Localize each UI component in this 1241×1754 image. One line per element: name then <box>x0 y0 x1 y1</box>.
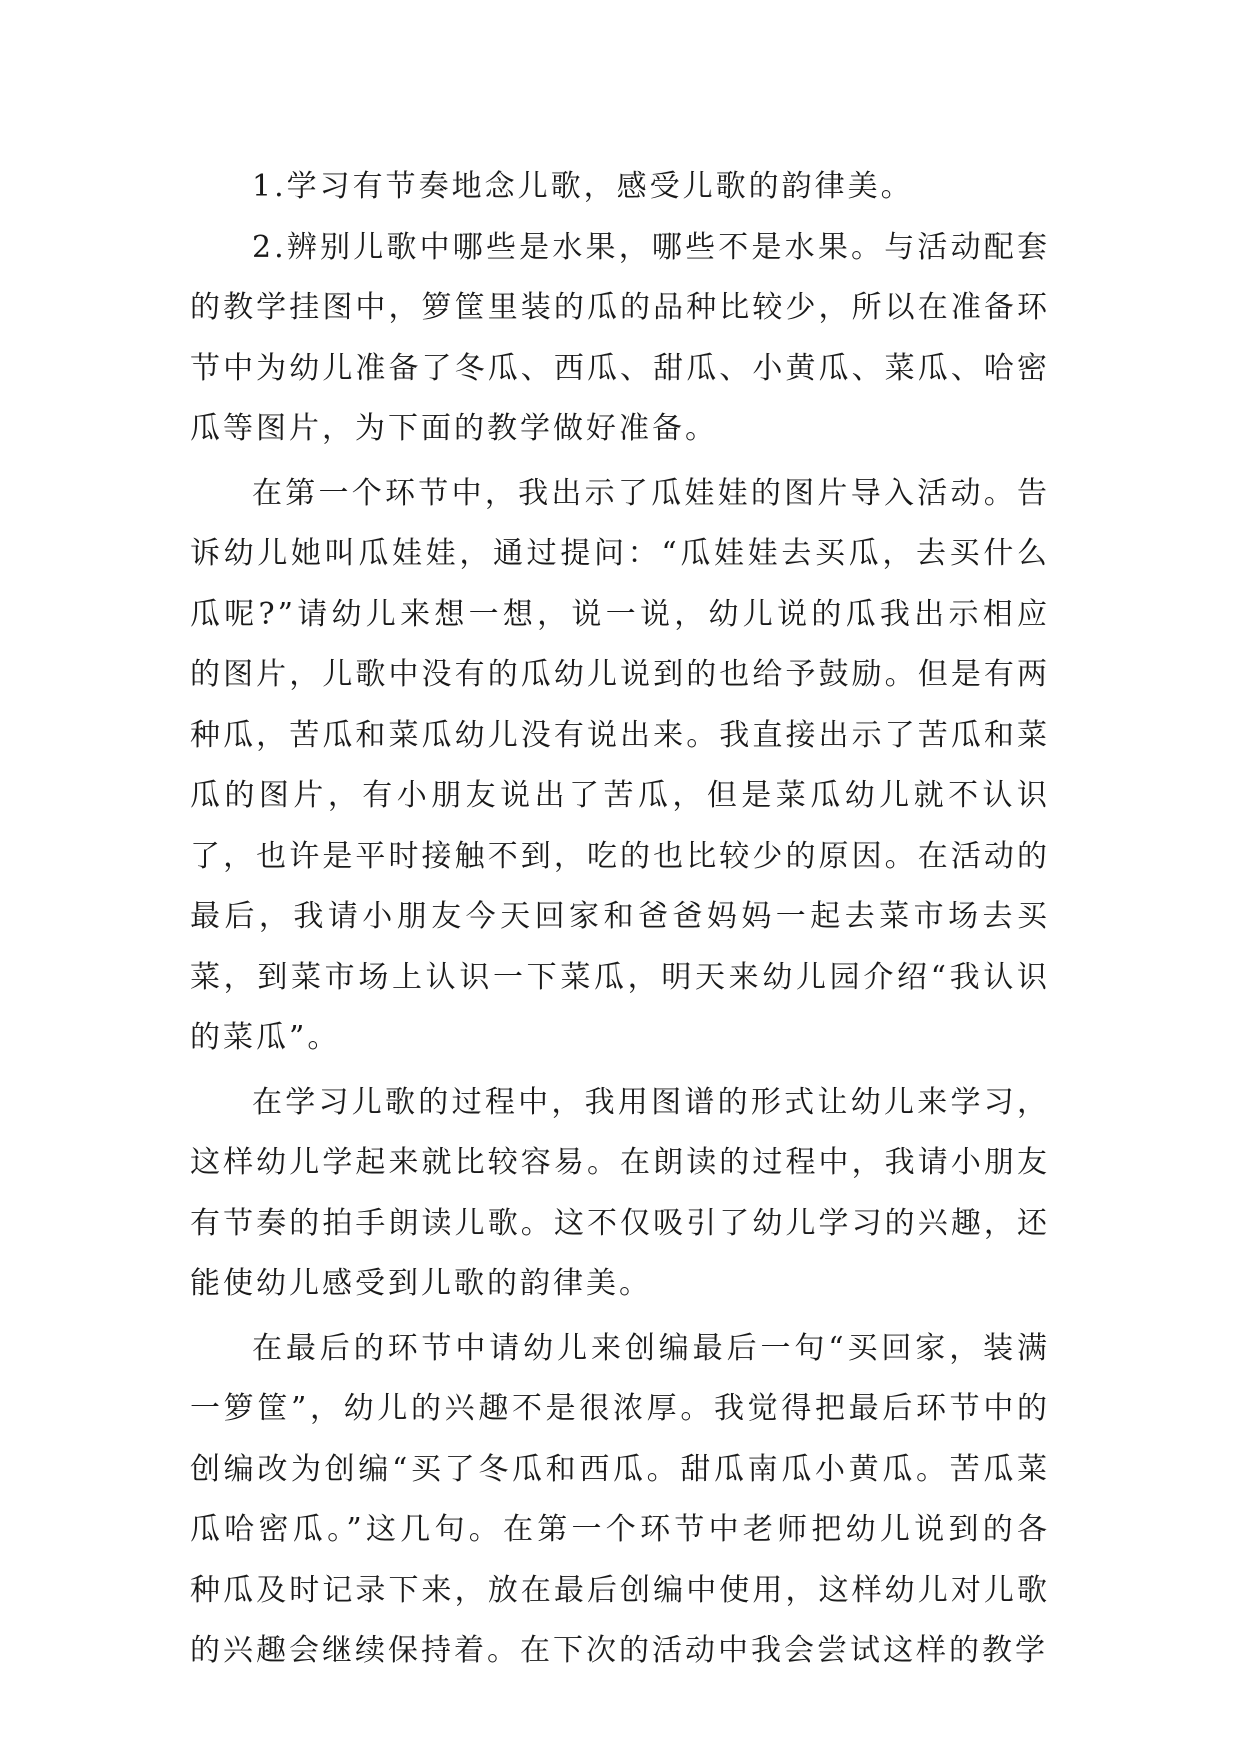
paragraph-learning-process: 在学习儿歌的过程中，我用图谱的形式让幼儿来学习，这样幼儿学起来就比较容易。在朗读的过程中，我请小朋友有节奏的拍手朗读儿歌。这不仅吸引了幼儿学习的兴趣，还能使幼儿感受到儿歌的韵律美。 <box>190 1084 1050 1301</box>
paragraph-goal-2: 2.辨别儿歌中哪些是水果，哪些不是水果。与活动配套的教学挂图中，箩筐里装的瓜的品种比较少，所以在准备环节中为幼儿准备了冬瓜、西瓜、甜瓜、小黄瓜、菜瓜、哈密瓜等图片，为下面的教学做好准备。 <box>190 229 1050 446</box>
document-body <box>190 157 1050 1682</box>
paragraph-final-step: 在最后的环节中请幼儿来创编最后一句“买回家，装满一箩筐”，幼儿的兴趣不是很浓厚。我觉得把最后环节中的创编改为创编“买了冬瓜和西瓜。甜瓜南瓜小黄瓜。苦瓜菜瓜哈密瓜。”这几句。在第一个环节中老师把幼儿说到的各种瓜及时记录下来，放在最后创编中使用，这样幼儿对儿歌的兴趣会继续保持着。在下次的活动中我会尝试这样的教学 <box>190 1330 1050 1668</box>
paragraph-goal-1: 1.学习有节奏地念儿歌，感受儿歌的韵律美。 <box>252 169 914 204</box>
paragraph-first-step: 在第一个环节中，我出示了瓜娃娃的图片导入活动。告诉幼儿她叫瓜娃娃，通过提问：“瓜娃娃去买瓜，去买什么瓜呢?”请幼儿来想一想，说一说，幼儿说的瓜我出示相应的图片，儿歌中没有的瓜幼儿说到的也给予鼓励。但是有两种瓜，苦瓜和菜瓜幼儿没有说出来。我直接出示了苦瓜和菜瓜的图片，有小朋友说出了苦瓜，但是菜瓜幼儿就不认识了，也许是平时接触不到，吃的也比较少的原因。在活动的最后，我请小朋友今天回家和爸爸妈妈一起去菜市场去买菜，到菜市场上认识一下菜瓜，明天来幼儿园介绍“我认识的菜瓜”。 <box>190 475 1050 1055</box>
